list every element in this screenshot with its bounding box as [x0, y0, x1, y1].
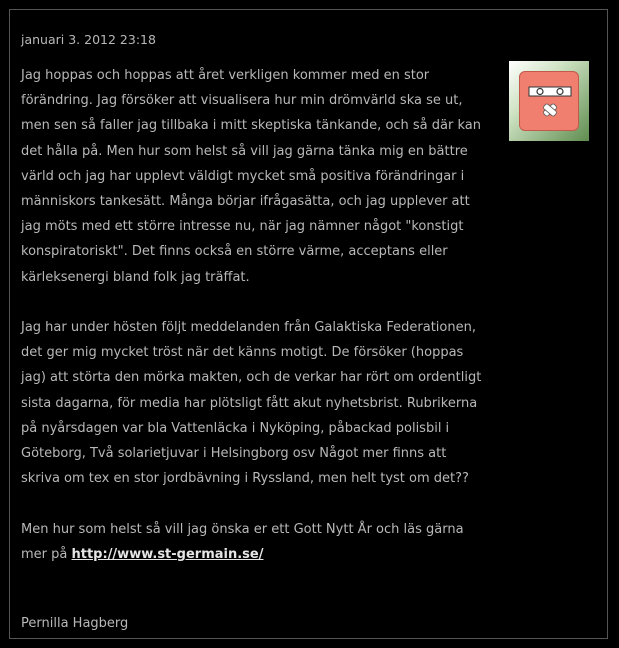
identicon-face-icon: [519, 71, 579, 131]
comment-paragraph-2: Jag har under hösten följt meddelanden från Galaktiska Federationen, det ger mig mycket tröst när det känns motigt. De försöker (hoppas jag) att störta den mörka makten, och de verkar har rört om ordentligt sista dagarna, för media har plötsligt fått akut nyhetsbrist. Rubrikerna på nyårsdagen var bla Vattenläcka i Nyköping, påbackad polisbil i Göteborg, Två solarietjuvar i Helsingborg osv Något mer finns att skriva om tex en stor jordbävning i Ryssland, men helt tyst om det??: [21, 320, 482, 487]
comment-paragraph-1: Jag hoppas och hoppas att året verkligen kommer med en stor förändring. Jag försöker att visualisera hur min drömvärld ska se ut, men sen så faller jag tillbaka i mitt skeptiska tänkande, och så där kan det hålla på. Men hur som helst så vill jag gärna tänka mig en bättre värld och jag har upplevt väldigt mycket små positiva förändringar i människors tankesätt. Många börjar ifrågasätta, och jag upplever att jag möts med ett större intresse nu, när jag nämner något "konstigt konspiratoriskt". Det finns också en större värme, acceptans eller kärleksenergi bland folk jag träffat.: [21, 68, 481, 285]
closing-text: Men hur som helst så vill jag önska er ett Gott Nytt År och läs gärna mer på: [21, 521, 464, 562]
comment-date: januari 3. 2012 23:18: [21, 32, 156, 47]
st-germain-link[interactable]: http://www.st-germain.se/: [71, 546, 264, 562]
avatar: [509, 61, 589, 141]
comment-closing: [21, 517, 483, 567]
comment-box: [9, 9, 608, 639]
comment-author: Pernilla Hagberg: [21, 616, 129, 631]
identicon-glyph-icon: [520, 72, 580, 132]
comment-body: [21, 63, 483, 592]
